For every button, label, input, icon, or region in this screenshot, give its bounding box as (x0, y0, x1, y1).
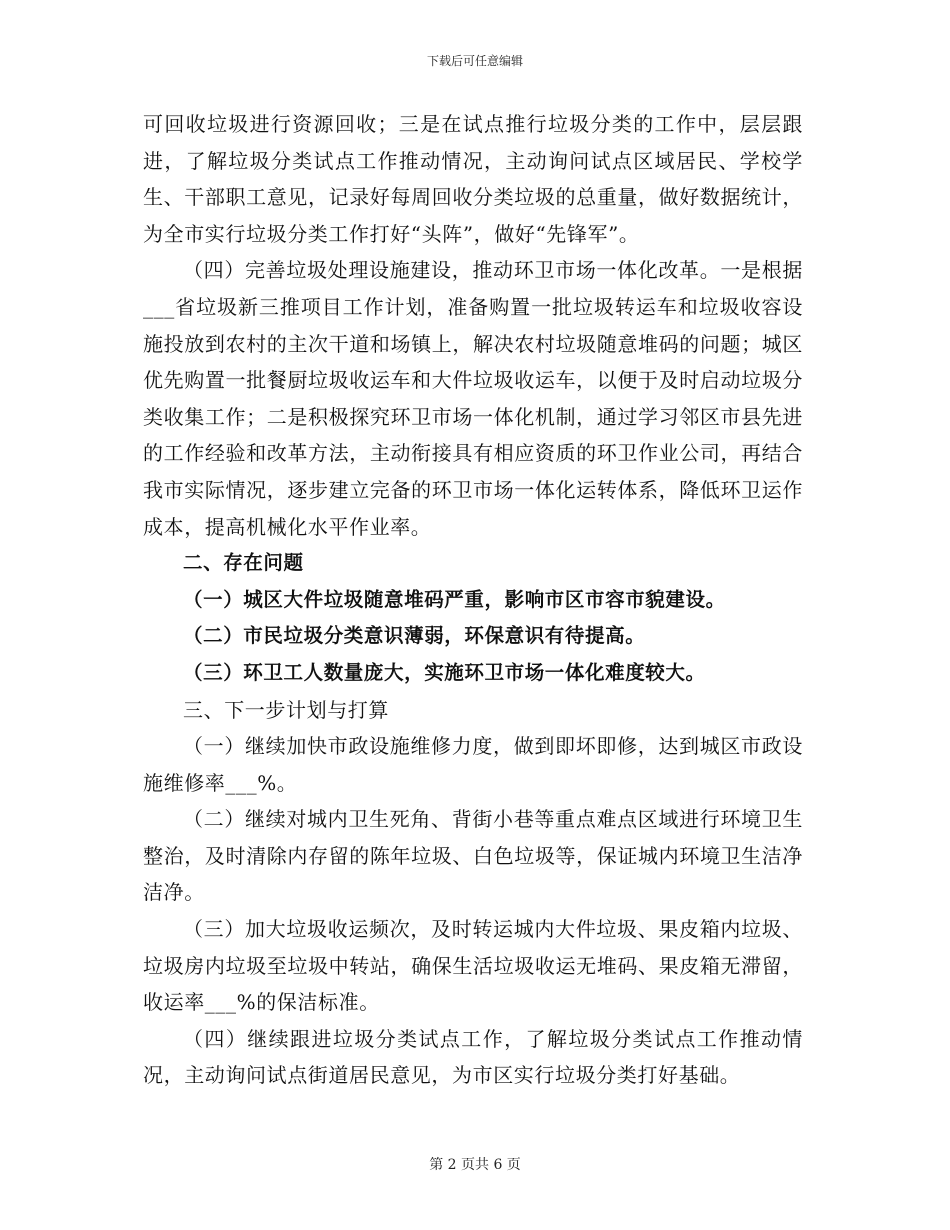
plan-item-4: （四）继续跟进垃圾分类试点工作，了解垃圾分类试点工作推动情况，主动询问试点街道居民意见，为市区实行垃圾分类打好基础。 (143, 1026, 803, 1088)
document-body (143, 106, 803, 1094)
paragraph-facility-reform: （四）完善垃圾处理设施建设，推动环卫市场一体化改革。一是根据___省垃圾新三推项目工作计划，准备购置一批垃圾转运车和垃圾收容设施投放到农村的主次干道和场镇上，解决农村垃圾随意堆码的问题；城区优先购置一批餐厨垃圾收运车和大件垃圾收运车，以便于及时启动垃圾分类收集工作；二是积极探究环卫市场一体化机制，通过学习邻区市县先进的工作经验和改革方法，主动衔接具有相应资质的环卫作业公司，再结合我市实际情况，逐步建立完备的环卫市场一体化运转体系，降低环卫运作成本，提高机械化水平作业率。 (143, 258, 803, 539)
plan-item-1: （一）继续加快市政设施维修力度，做到即坏即修，达到城区市政设施维修率___%。 (143, 734, 803, 795)
section-heading-problems: 二、存在问题 (183, 551, 304, 575)
plan-item-3: （三）加大垃圾收运频次，及时转运城内大件垃圾、果皮箱内垃圾、垃圾房内垃圾至垃圾中转站，确保生活垃圾收运无堆码、果皮箱无滞留，收运率___%的保洁标准。 (143, 917, 803, 1015)
problem-item-2: （二）市民垃圾分类意识薄弱，环保意识有待提高。 (183, 624, 646, 648)
section-heading-next-steps: 三、下一步计划与打算 (183, 697, 389, 722)
page-footer: 第 2 页共 6 页 (429, 1157, 521, 1173)
plan-item-2: （二）继续对城内卫生死角、背街小巷等重点难点区域进行环境卫生整治，及时清除内存留的陈年垃圾、白色垃圾等，保证城内环境卫生洁净洁净。 (143, 807, 803, 905)
page-header: 下载后可任意编辑 (426, 54, 523, 68)
paragraph-recycling-continued: 可回收垃圾进行资源回收；三是在试点推行垃圾分类的工作中，层层跟进，了解垃圾分类试点工作推动情况，主动询问试点区域居民、学校学生、干部职工意见，记录好每周回收分类垃圾的总重量，做好数据统计，为全市实行垃圾分类工作打好“头阵”，做好“先锋军”。 (143, 112, 803, 246)
problem-item-3: （三）环卫工人数量庞大，实施环卫市场一体化难度较大。 (183, 660, 706, 684)
problem-item-1: （一）城区大件垃圾随意堆码严重，影响市区市容市貌建设。 (183, 587, 726, 611)
